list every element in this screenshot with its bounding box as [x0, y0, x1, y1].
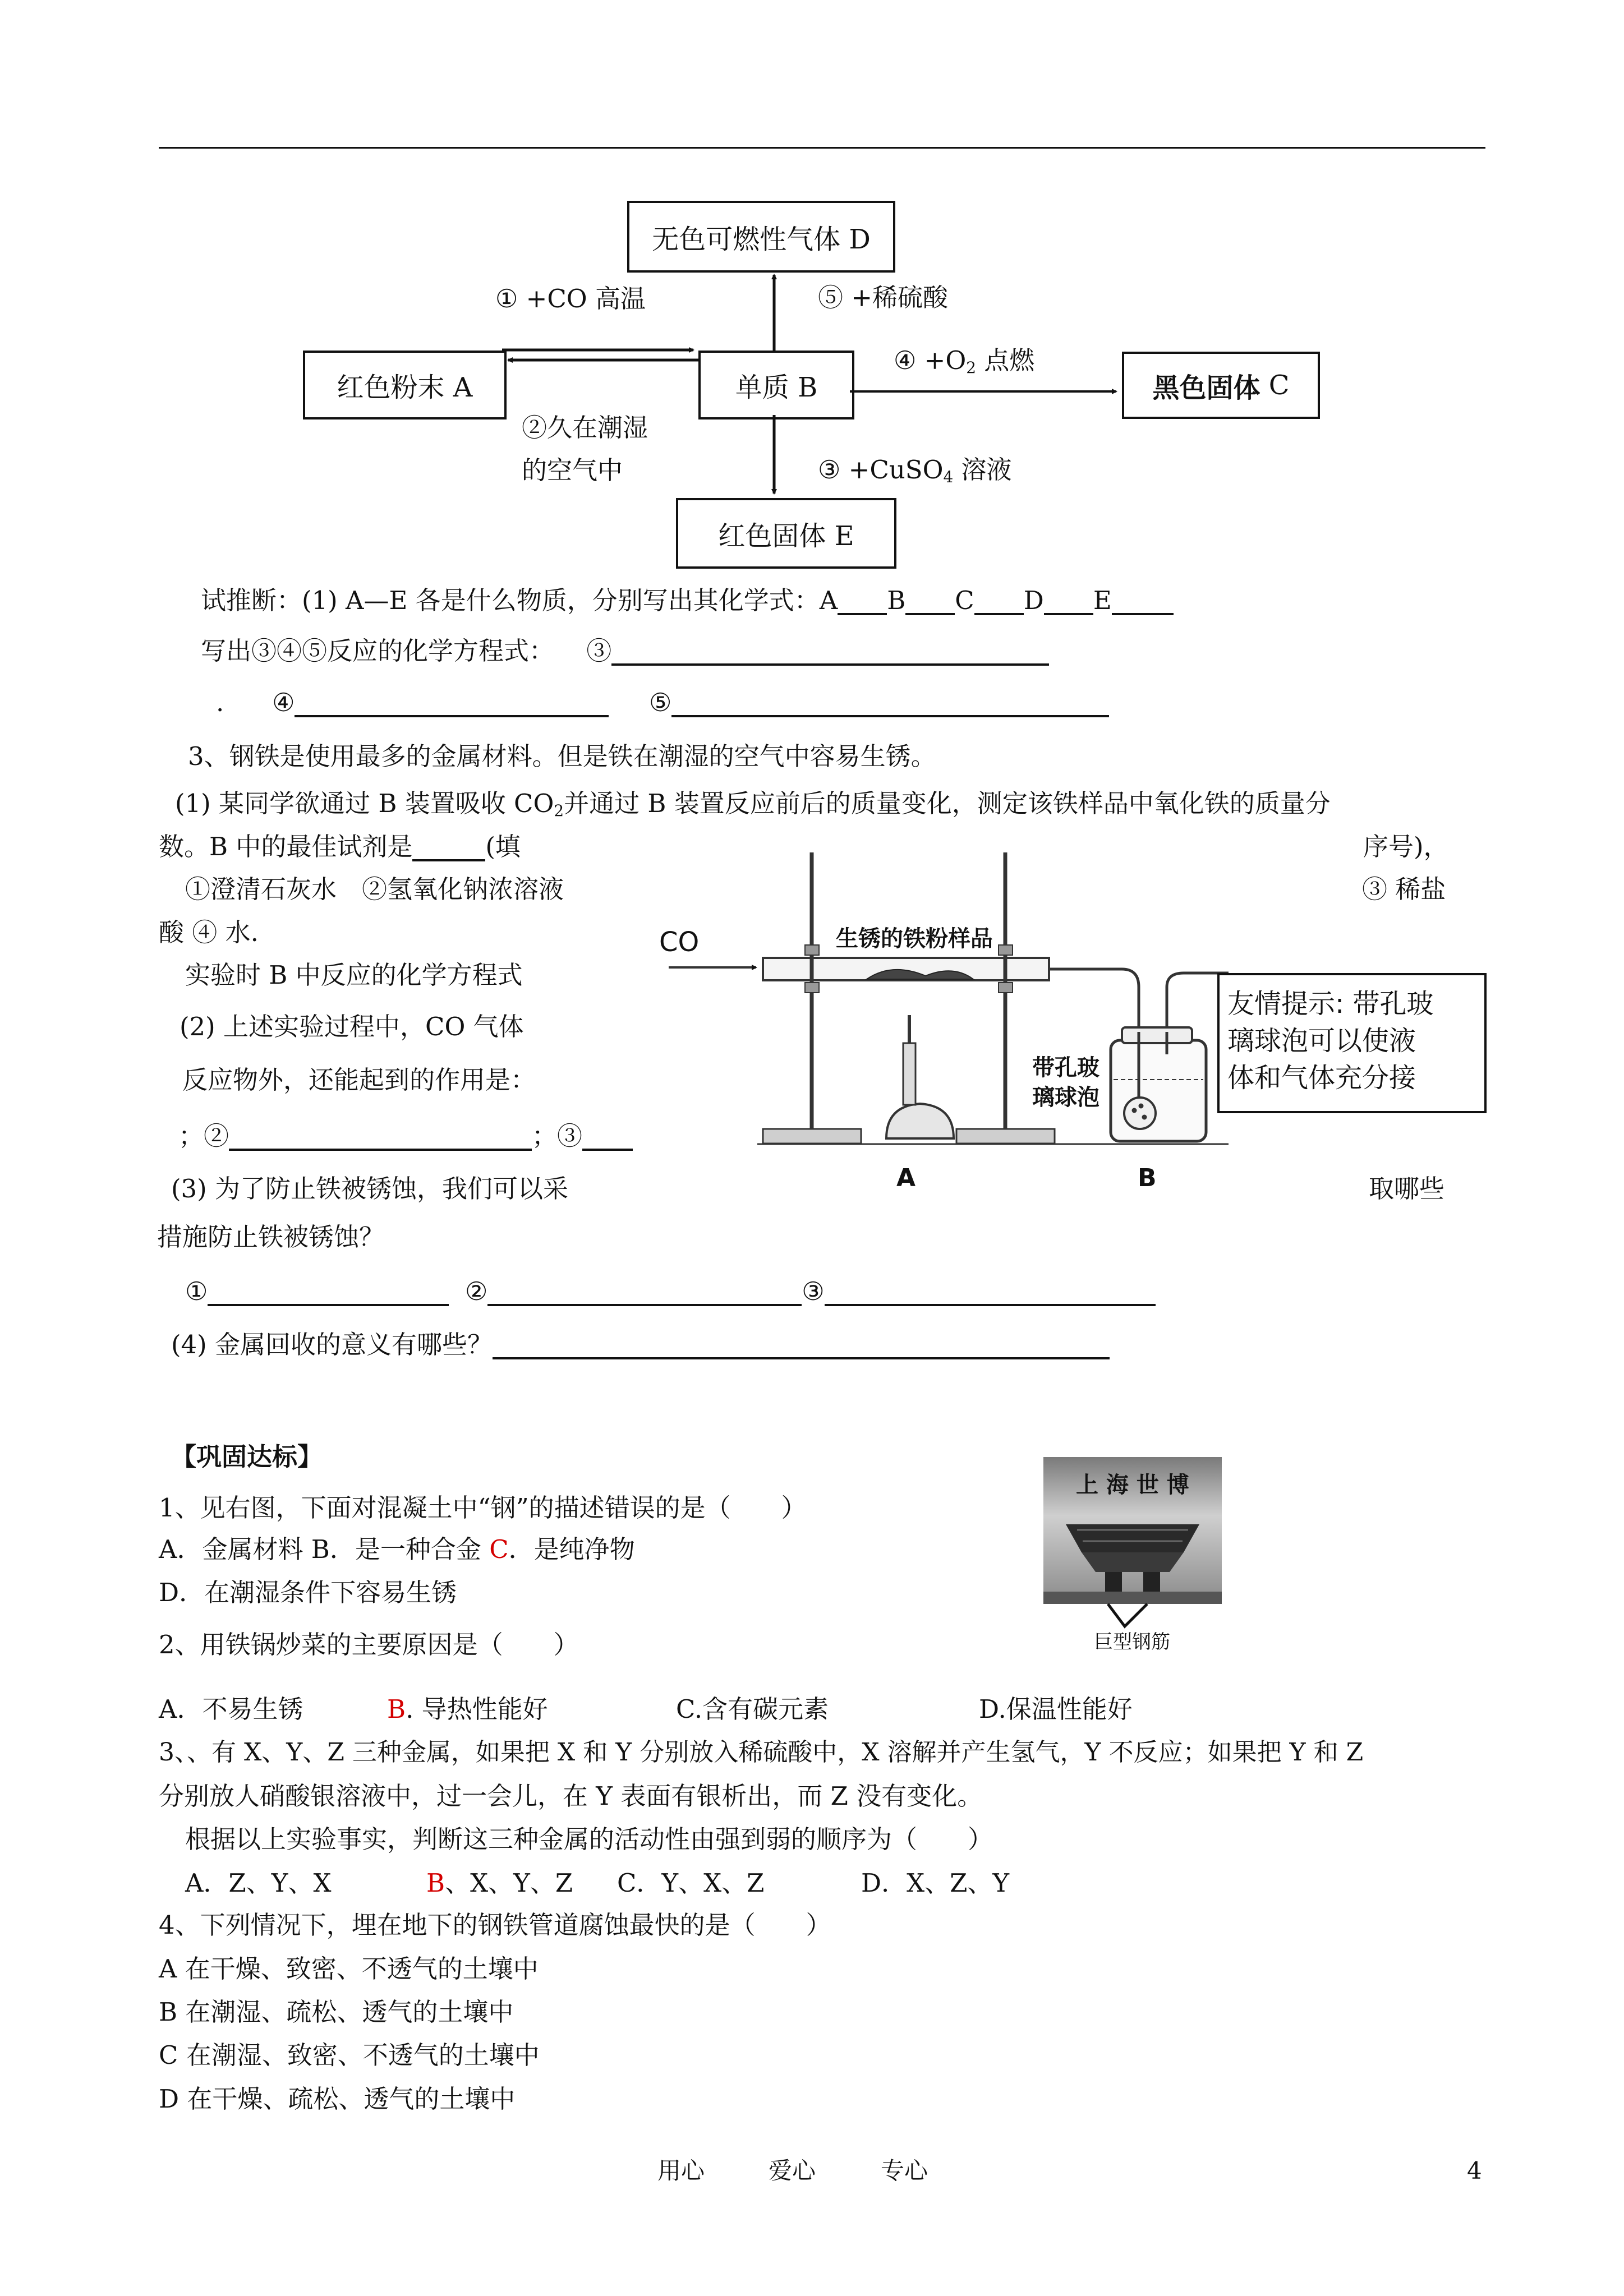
cq1-d: D．在潮湿条件下容易生锈 [159, 1578, 457, 1607]
absorber-bottle [1111, 1040, 1206, 1141]
q3-p3-measures: ① ② ③ [185, 1279, 1156, 1306]
footer-word-2: 爱心 [769, 2157, 816, 2184]
page-number: 4 [1467, 2157, 1482, 2184]
consolidate-heading: 【巩固达标】 [171, 1442, 323, 1472]
expo-photo [1043, 1457, 1222, 1604]
cq4-a: A 在干燥、致密、不透气的土壤中 [159, 1954, 539, 1984]
label-a: A [896, 1164, 916, 1192]
cq1: 1、见右图，下面对混凝土中“钢”的描述错误的是（ ） [159, 1493, 807, 1523]
label-bulb-2: 璃球泡 [1032, 1085, 1099, 1110]
q3-p4: (4) 金属回收的意义有哪些？ [171, 1332, 1110, 1359]
cq2-c: C.含有碳元素 [676, 1694, 829, 1724]
footer-word-3: 专心 [881, 2157, 928, 2184]
q3-p1-line1: (1) 某同学欲通过 B 装置吸收 $CO_2$并通过 B 装置反应前后的质量变化，测定该铁样品中氧化铁的质量分 [175, 789, 1331, 820]
photo-caption: 巨型钢筋 [1094, 1631, 1170, 1653]
q3-p2-line1: (2) 上述实验过程中，CO 气体 [180, 1012, 524, 1041]
cq1-ab: A．金属材料 B．是一种合金 C．是纯净物 [159, 1534, 635, 1564]
photo-title: 上 海 世 博 [1076, 1472, 1189, 1498]
cq3-a: A．Z、Y、X [185, 1868, 332, 1898]
label-co: CO [659, 926, 700, 958]
cq4-b: B 在潮湿、疏松、透气的土壤中 [159, 1997, 514, 2027]
box-solid-c: 黑色固体 C [1122, 352, 1320, 419]
label-reaction-2-line2: 的空气中 [522, 455, 623, 485]
tip-line-2: 璃球泡可以使液 [1227, 1025, 1416, 1057]
q3-p3-line1-right: 取哪些 [1369, 1174, 1445, 1204]
blank-recycle [493, 1332, 1110, 1359]
q2-equation-line: 写出③④⑤反应的化学方程式： ③ [201, 638, 1049, 666]
label-reaction-4: ④ $+O_2$ 点燃 [894, 345, 1035, 377]
label-bulb-1: 带孔玻 [1032, 1055, 1099, 1081]
q3-p3-line2: 措施防止铁被锈蚀？ [157, 1222, 385, 1252]
tip-box [1217, 973, 1487, 1113]
box-gas-d: 无色可燃性气体 D [627, 201, 895, 273]
tip-line-3: 体和气体充分接 [1227, 1062, 1416, 1094]
blank-measure-2 [487, 1279, 802, 1306]
box-powder-a: 红色粉末 A [303, 351, 507, 419]
cq3-line3: 根据以上实验事实，判断这三种金属的活动性由强到弱的顺序为（ ） [185, 1824, 993, 1854]
cq4-c: C 在潮湿、致密、不透气的土壤中 [159, 2040, 540, 2070]
cq4: 4、下列情况下，埋在地下的钢铁管道腐蚀最快的是（ ） [159, 1910, 831, 1940]
cq3-line2: 分别放人硝酸银溶液中，过一会儿，在 Y 表面有银析出，而 Z 没有变化。 [159, 1781, 983, 1811]
cq3-d: D．X、Z、Y [861, 1868, 1010, 1898]
tip-line-1: 友情提示: 带孔玻 [1227, 988, 1434, 1020]
q3-p1-line2: 数。B 中的最佳试剂是 (填 [159, 832, 521, 861]
label-sample: 生锈的铁粉样品 [836, 926, 993, 952]
q3-p2-line2: 反应物外，还能起到的作用是： [182, 1065, 536, 1095]
label-b: B [1138, 1164, 1157, 1192]
q3-p1-option3b: 酸 ④ 水. [159, 918, 259, 947]
q3-p1-options: ①澄清石灰水 ②氢氧化钠浓溶液 [185, 874, 564, 904]
cq4-d: D 在干燥、疏松、透气的土壤中 [159, 2084, 516, 2114]
q3-p1-line2-right: 序号)， [1363, 832, 1449, 861]
q3-p1-line5: 实验时 B 中反应的化学方程式 [185, 960, 523, 990]
cq2-a: A．不易生锈 [159, 1694, 303, 1724]
cq3-b: B、X、Y、Z [426, 1868, 573, 1898]
pavilion-drawing [1043, 1457, 1222, 1604]
q2-equation-line-2: . ④ ⑤ [216, 690, 1109, 717]
cq3-line1: 3、、有 X、Y、Z 三种金属，如果把 X 和 Y 分别放入稀硫酸中，X 溶解并产生氢气，Y 不反应；如果把 Y 和 Z [159, 1738, 1364, 1767]
label-reaction-5: ⑤ +稀硫酸 [818, 283, 949, 312]
label-reaction-1: ① +CO 高温 [495, 284, 646, 313]
box-element-b: 单质 B [698, 351, 854, 419]
q3-title: 3、钢铁是使用最多的金属材料。但是铁在潮湿的空气中容易生锈。 [188, 741, 936, 771]
label-reaction-3: ③ +CuSO$_4$ 溶液 [818, 455, 1012, 486]
blank-measure-1 [208, 1279, 449, 1306]
q2-formula-line: 试推断：(1) A—E 各是什么物质，分别写出其化学式：A B C D E [201, 588, 1174, 615]
caption-pointer [1099, 1601, 1156, 1629]
q3-p2-line3: ；② ；③ [178, 1123, 633, 1151]
blank-measure-3 [825, 1279, 1156, 1306]
cq2-d: D.保温性能好 [979, 1694, 1133, 1724]
cq3-c: C．Y、X、Z [617, 1868, 765, 1898]
label-reaction-2-line1: ②久在潮湿 [522, 413, 648, 442]
q3-p3-line1: (3) 为了防止铁被锈蚀，我们可以采 [171, 1174, 569, 1204]
footer-word-1: 用心 [657, 2157, 705, 2184]
q3-p1-option3: ③ 稀盐 [1362, 874, 1446, 904]
box-solid-e: 红色固体 E [676, 498, 896, 569]
cq2: 2、用铁锅炒菜的主要原因是（ ） [159, 1630, 579, 1659]
cq2-b: B. 导热性能好 [387, 1694, 548, 1724]
